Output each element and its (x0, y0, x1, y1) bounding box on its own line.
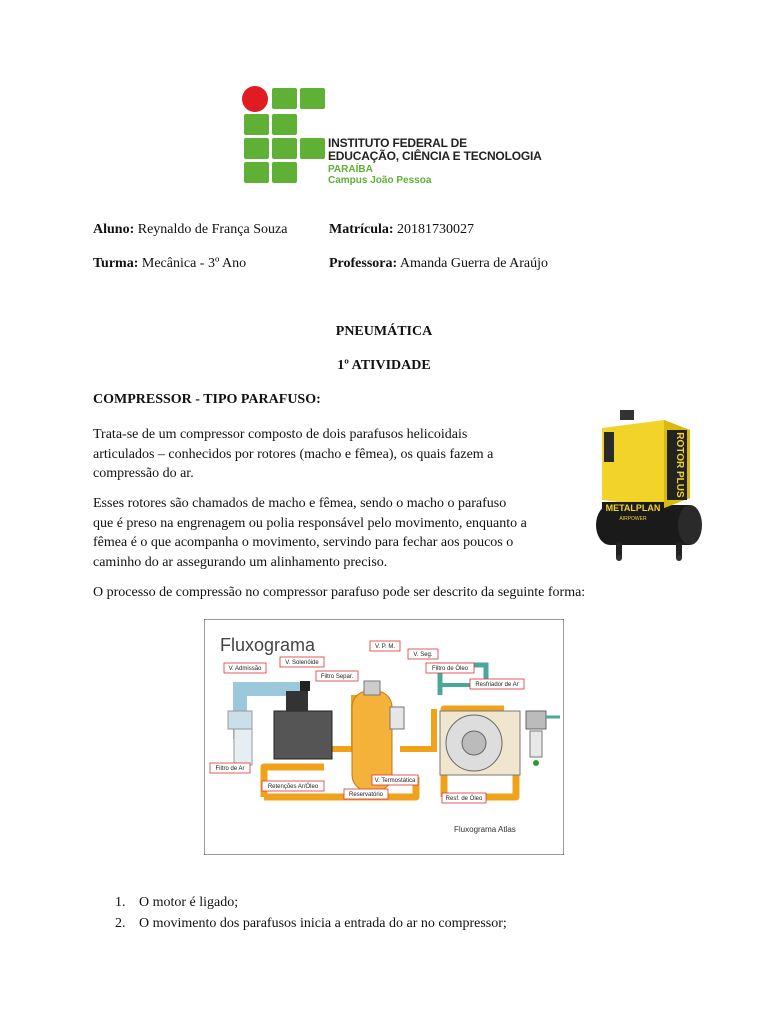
list-item (93, 895, 507, 916)
paragraph-line: compressão do ar. (93, 466, 194, 481)
label-v-seg: V. Seg. (413, 652, 433, 658)
logo-green-square (244, 114, 269, 135)
student-label: Aluno: (93, 222, 135, 237)
step-number: 2. (115, 916, 126, 931)
paragraph-1 (93, 425, 493, 484)
registration-number: 20181730027 (397, 222, 475, 237)
list-item (93, 916, 507, 937)
step-text: O movimento dos parafusos inicia a entrada do ar no compressor; (139, 916, 507, 931)
class-field (93, 256, 246, 272)
paragraph-line: Esses rotores são chamados de macho e fêmea, sendo o macho o parafuso (93, 496, 507, 511)
institution-logo (242, 86, 542, 186)
flowchart-diagram (204, 619, 564, 855)
logo-green-square (244, 138, 269, 159)
compressor-brand-text: METALPLAN (605, 503, 661, 513)
process-steps-list (93, 895, 507, 937)
paragraph-line: articulados – conhecidos por rotores (macho e fêmea), os quais fazem a (93, 446, 494, 462)
label-filtro-oleo: Filtro de Óleo (431, 666, 469, 672)
logo-red-circle (242, 86, 268, 112)
paragraph-line: fêmea é o que acompanha o movimento, servindo para fechar aos poucos o (93, 535, 514, 550)
label-v-admissao: V. Admissão (228, 666, 262, 672)
flowchart-caption: Fluxograma Atlas (454, 825, 516, 834)
label-filtro-ar: Filtro de Ar (215, 766, 245, 772)
logo-green-square (272, 114, 297, 135)
teacher-label: Professora: (329, 256, 398, 271)
step-number: 1. (115, 895, 126, 910)
logo-green-square (272, 162, 297, 183)
teacher-field (329, 256, 548, 272)
section-heading: COMPRESSOR - TIPO PARAFUSO: (93, 392, 321, 407)
compressor-sub-text: AIRPOWER (619, 516, 647, 522)
label-v-solenoide: V. Solenóide (285, 660, 319, 666)
logo-line-4: Campus João Pessoa (328, 175, 432, 186)
label-retencoes: Retenções Ar/Óleo (267, 784, 319, 790)
label-resf-oleo: Resf. de Óleo (445, 796, 483, 802)
document-subtitle: 1º ATIVIDADE (337, 358, 431, 373)
label-vpm: V. P. M. (374, 644, 396, 650)
compressor-rotorplus-text: ROTOR PLUS (674, 432, 685, 498)
registration-label: Matrícula: (329, 222, 394, 237)
logo-line-3: PARAÍBA (328, 164, 373, 175)
class-label: Turma: (93, 256, 139, 271)
student-name: Reynaldo de França Souza (137, 222, 288, 237)
flowchart-title: Fluxograma (220, 635, 316, 655)
document-title: PNEUMÁTICA (335, 324, 433, 339)
label-resfriador-ar: Resfriador de Ar (475, 682, 519, 688)
paragraph-line: Trata-se de um compressor composto de dois parafusos helicoidais (93, 427, 468, 442)
class-value: Mecânica - 3º Ano (141, 256, 247, 271)
label-reservatorio: Reservatório (348, 792, 384, 798)
logo-line-2: EDUCAÇÃO, CIÊNCIA E TECNOLOGIA (328, 149, 542, 163)
logo-green-square (300, 88, 325, 109)
logo-green-square (272, 88, 297, 109)
logo-line-1: INSTITUTO FEDERAL DE (328, 136, 467, 150)
paragraph-line: caminho do ar assegurando um alinhamento preciso. (93, 554, 388, 570)
registration-field (329, 222, 474, 238)
screw-compressor-image (590, 410, 702, 562)
paragraph-2 (93, 494, 527, 572)
teacher-name: Amanda Guerra de Araújo (399, 256, 549, 271)
logo-green-square (272, 138, 297, 159)
paragraph-3: O processo de compressão no compressor parafuso pode ser descrito da seguinte forma: (93, 585, 586, 600)
logo-green-square (244, 162, 269, 183)
label-filtro-separ: Filtro Separ. (320, 674, 354, 680)
label-v-termostatica: V. Termostática (374, 778, 416, 784)
step-text: O motor é ligado; (139, 895, 239, 910)
paragraph-line: que é preso na engrenagem ou polia responsável pelo movimento, enquanto a (93, 515, 527, 531)
student-field (93, 222, 287, 238)
logo-green-square (300, 138, 325, 159)
